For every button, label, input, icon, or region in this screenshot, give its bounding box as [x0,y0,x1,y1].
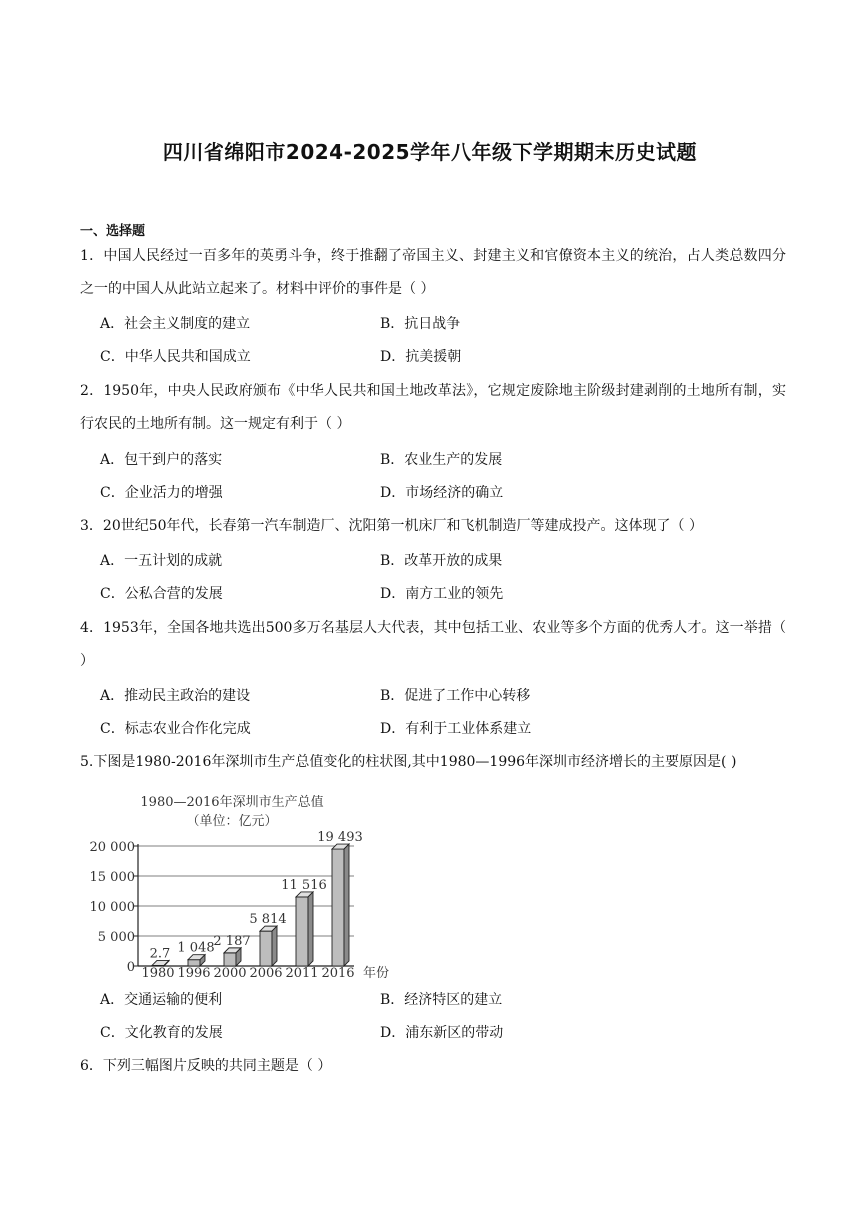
bar-value-label: 2 187 [213,933,251,949]
bar-value-label: 2.7 [149,946,171,962]
question-2-option-a[interactable]: A．包干到户的落实 [100,452,223,468]
y-tick-label: 5 000 [97,930,135,945]
bar-side-face [308,892,313,966]
bar-value-label: 1 048 [177,940,215,956]
question-3-stem: 3．20世纪50年代，长春第一汽车制造厂、沈阳第一机床厂和飞机制造厂等建成投产。这体现了（ ） [80,518,703,534]
question-3-option-c[interactable]: C．公私合营的发展 [100,586,223,602]
question-5-stem: 5.下图是1980-2016年深圳市生产总值变化的柱状图,其中1980—1996年深圳市经济增长的主要原因是( ) [80,754,737,770]
chart-title: 1980—2016年深圳市生产总值 [140,795,324,810]
bar [332,849,344,966]
question-3-option-a[interactable]: A．一五计划的成就 [100,553,223,569]
x-tick-label: 2011 [285,966,319,981]
question-1-option-a[interactable]: A．社会主义制度的建立 [100,316,251,332]
chart-subtitle: （单位：亿元） [186,814,278,829]
question-6-stem: 6．下列三幅图片反映的共同主题是（ ） [80,1058,332,1074]
x-tick-label: 1996 [177,966,211,981]
bar-value-label: 11 516 [281,877,327,893]
bar-side-face [344,844,349,966]
x-tick-label: 2006 [249,966,283,981]
question-1-option-c[interactable]: C．中华人民共和国成立 [100,349,251,365]
question-2-option-c[interactable]: C．企业活力的增强 [100,485,223,501]
question-1-option-b[interactable]: B．抗日战争 [380,316,461,332]
bar [224,953,236,966]
question-5-option-b[interactable]: B．经济特区的建立 [380,992,503,1008]
bar [260,931,272,966]
question-4-option-b[interactable]: B．促进了工作中心转移 [380,688,531,704]
question-4-option-a[interactable]: A．推动民主政治的建设 [100,688,251,704]
y-tick-label: 10 000 [89,900,135,915]
question-4-option-d[interactable]: D．有利于工业体系建立 [380,721,532,737]
question-2-option-b[interactable]: B．农业生产的发展 [380,452,503,468]
section-heading: 一、选择题 [80,224,146,239]
question-2-stem: 2．1950年，中央人民政府颁布《中华人民共和国土地改革法》，它规定废除地主阶级封建剥削的土地所有制，实行农民的土地所有制。这一规定有利于（ ） [80,383,786,432]
x-tick-label: 1980 [141,966,175,981]
question-5-option-a[interactable]: A．交通运输的便利 [100,992,223,1008]
question-2-option-d[interactable]: D．市场经济的确立 [380,485,504,501]
question-4-option-c[interactable]: C．标志农业合作化完成 [100,721,251,737]
page-title: 四川省绵阳市2024-2025学年八年级下学期期末历史试题 [162,140,698,164]
gdp-bar-chart [89,790,412,981]
bar-value-label: 5 814 [249,912,287,928]
y-tick-label: 15 000 [89,870,135,885]
question-5-option-c[interactable]: C．文化教育的发展 [100,1025,223,1041]
x-axis-label: 年份 [362,966,390,981]
x-tick-label: 2016 [321,966,355,981]
question-5-option-d[interactable]: D．浦东新区的带动 [380,1025,504,1041]
bar [296,897,308,966]
y-tick-label: 20 000 [89,840,135,855]
bar-side-face [272,926,277,966]
question-1-option-d[interactable]: D．抗美援朝 [380,349,462,365]
question-1-stem: 1．中国人民经过一百多年的英勇斗争，终于推翻了帝国主义、封建主义和官僚资本主义的统治，占人类总数四分之一的中国人从此站立起来了。材料中评价的事件是（ ） [80,248,786,297]
question-4-stem: 4．1953年，全国各地共选出500多万名基层人大代表，其中包括工业、农业等多个方面的优秀人才。这一举措（ ） [80,620,786,669]
bar-value-label: 19 493 [317,830,363,846]
question-3-option-d[interactable]: D．南方工业的领先 [380,586,504,602]
question-3-option-b[interactable]: B．改革开放的成果 [380,553,503,569]
x-tick-label: 2000 [213,966,247,981]
y-tick-label: 0 [126,960,135,975]
